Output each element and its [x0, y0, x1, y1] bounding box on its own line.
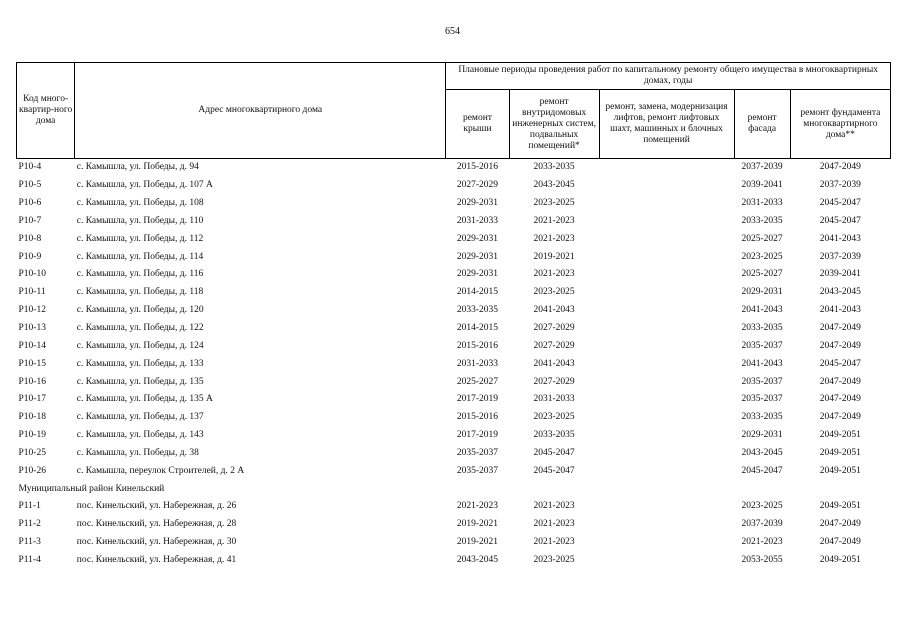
cell-facade: 2035-2037: [741, 376, 783, 387]
cell-roof: 2019-2021: [456, 519, 499, 530]
cell-facade: 2025-2027: [741, 269, 783, 280]
table-row: [17, 462, 891, 480]
cell-code: Р11-3: [18, 537, 41, 548]
cell-facade: 2037-2039: [741, 162, 783, 173]
cell-address: с. Камышла, ул. Победы, д. 114: [76, 251, 204, 262]
cell-lifts: [599, 391, 734, 409]
table-row: [17, 337, 891, 355]
section-title: Муниципальный район Кинельский: [18, 483, 165, 494]
cell-lifts: [599, 498, 734, 516]
table-row: [17, 498, 891, 516]
cell-code: Р10-8: [18, 233, 42, 244]
cell-address: с. Камышла, ул. Победы, д. 94: [76, 162, 199, 173]
cell-facade: 2033-2035: [741, 412, 783, 423]
cell-lifts: [599, 462, 734, 480]
cell-address: с. Камышла, ул. Победы, д. 135 А: [76, 394, 213, 405]
cell-engineering: 2023-2025: [533, 412, 575, 423]
cell-lifts: [599, 248, 734, 266]
cell-lifts: [599, 230, 734, 248]
cell-facade: 2041-2043: [741, 358, 783, 369]
cell-engineering: 2031-2033: [533, 394, 575, 405]
cell-engineering: 2021-2023: [533, 233, 575, 244]
cell-roof: 2027-2029: [456, 180, 499, 191]
table-row: [17, 284, 891, 302]
header-code: Код много-квартир-ного дома: [17, 63, 75, 159]
cell-lifts: [599, 427, 734, 445]
cell-code: Р10-5: [18, 180, 42, 191]
cell-facade: 2031-2033: [741, 198, 783, 209]
cell-engineering: 2033-2035: [533, 430, 575, 441]
cell-engineering: 2021-2023: [533, 269, 575, 280]
cell-roof: 2035-2037: [456, 465, 499, 476]
cell-code: Р11-4: [18, 554, 41, 565]
cell-roof: 2014-2015: [456, 287, 499, 298]
cell-engineering: 2027-2029: [533, 376, 575, 387]
table-row: [17, 427, 891, 445]
cell-address: с. Камышла, ул. Победы, д. 135: [76, 376, 204, 387]
cell-engineering: 2045-2047: [533, 465, 575, 476]
header-engineering: ремонт внутридомовых инженерных систем, подвальных помещений*: [509, 90, 599, 159]
cell-facade: 2039-2041: [741, 180, 783, 191]
cell-address: пос. Кинельский, ул. Набережная, д. 28: [76, 519, 237, 530]
cell-address: пос. Кинельский, ул. Набережная, д. 26: [76, 501, 237, 512]
cell-foundation: 2045-2047: [819, 198, 861, 209]
table-row: [17, 516, 891, 534]
table-header: [17, 63, 891, 159]
cell-facade: 2029-2031: [741, 430, 783, 441]
cell-roof: 2015-2016: [456, 412, 499, 423]
cell-foundation: 2037-2039: [819, 251, 861, 262]
header-address: Адрес многоквартирного дома: [75, 63, 446, 159]
cell-address: с. Камышла, ул. Победы, д. 118: [76, 287, 204, 298]
table-row: [17, 320, 891, 338]
header-periods: Плановые периоды проведения работ по капитальному ремонту общего имущества в многоквартирных домах, годы: [446, 63, 891, 90]
cell-foundation: 2049-2051: [819, 465, 861, 476]
cell-foundation: 2047-2049: [819, 162, 861, 173]
cell-roof: 2033-2035: [456, 305, 499, 316]
cell-foundation: 2047-2049: [819, 340, 861, 351]
cell-address: с. Камышла, ул. Победы, д. 38: [76, 447, 199, 458]
table-row: [17, 195, 891, 213]
table-row: [17, 159, 891, 177]
cell-code: Р10-15: [18, 358, 46, 369]
capital-repair-table: [16, 62, 891, 569]
table-row: [17, 391, 891, 409]
cell-engineering: 2021-2023: [533, 519, 575, 530]
table-row: [17, 373, 891, 391]
cell-engineering: 2041-2043: [533, 305, 575, 316]
cell-lifts: [599, 284, 734, 302]
cell-roof: 2015-2016: [456, 340, 499, 351]
cell-code: Р10-16: [18, 376, 46, 387]
cell-code: Р10-26: [18, 465, 46, 476]
cell-code: Р11-2: [18, 519, 41, 530]
cell-foundation: 2045-2047: [819, 215, 861, 226]
cell-lifts: [599, 213, 734, 231]
cell-engineering: 2019-2021: [533, 251, 575, 262]
cell-roof: 2029-2031: [456, 198, 499, 209]
cell-lifts: [599, 534, 734, 552]
cell-foundation: 2039-2041: [819, 269, 861, 280]
table-row: [17, 302, 891, 320]
cell-roof: 2029-2031: [456, 251, 499, 262]
cell-facade: 2025-2027: [741, 233, 783, 244]
cell-foundation: 2047-2049: [819, 537, 861, 548]
cell-foundation: 2049-2051: [819, 430, 861, 441]
cell-engineering: 2023-2025: [533, 554, 575, 565]
cell-engineering: 2033-2035: [533, 162, 575, 173]
table-row: [17, 230, 891, 248]
cell-lifts: [599, 320, 734, 338]
section-row: [17, 480, 891, 498]
cell-foundation: 2049-2051: [819, 501, 861, 512]
cell-roof: 2035-2037: [456, 447, 499, 458]
cell-code: Р10-10: [18, 269, 46, 280]
table-row: [17, 534, 891, 552]
table-body: [17, 159, 891, 570]
cell-code: Р10-12: [18, 305, 46, 316]
table-row: [17, 248, 891, 266]
table-row: [17, 266, 891, 284]
cell-engineering: 2023-2025: [533, 198, 575, 209]
cell-facade: 2043-2045: [741, 447, 783, 458]
cell-lifts: [599, 159, 734, 177]
table-row: [17, 177, 891, 195]
cell-lifts: [599, 337, 734, 355]
cell-code: Р10-18: [18, 412, 46, 423]
cell-facade: 2023-2025: [741, 251, 783, 262]
cell-facade: 2035-2037: [741, 394, 783, 405]
page-number: 654: [445, 26, 460, 37]
cell-address: с. Камышла, ул. Победы, д. 124: [76, 340, 204, 351]
cell-foundation: 2047-2049: [819, 394, 861, 405]
cell-address: с. Камышла, ул. Победы, д. 133: [76, 358, 204, 369]
cell-roof: 2029-2031: [456, 233, 499, 244]
cell-roof: 2015-2016: [456, 162, 499, 173]
cell-roof: 2029-2031: [456, 269, 499, 280]
cell-lifts: [599, 445, 734, 463]
cell-code: Р10-6: [18, 198, 42, 209]
cell-lifts: [599, 266, 734, 284]
cell-roof: 2014-2015: [456, 323, 499, 334]
header-lifts: ремонт, замена, модернизация лифтов, ремонт лифтовых шахт, машинных и блочных помещений: [599, 90, 734, 159]
cell-facade: 2045-2047: [741, 465, 783, 476]
cell-roof: 2019-2021: [456, 537, 499, 548]
cell-foundation: 2047-2049: [819, 519, 861, 530]
cell-facade: 2041-2043: [741, 305, 783, 316]
cell-code: Р10-13: [18, 323, 46, 334]
cell-address: пос. Кинельский, ул. Набережная, д. 30: [76, 537, 237, 548]
cell-engineering: 2041-2043: [533, 358, 575, 369]
cell-facade: 2033-2035: [741, 323, 783, 334]
cell-code: Р10-25: [18, 447, 46, 458]
cell-engineering: 2023-2025: [533, 287, 575, 298]
cell-foundation: 2041-2043: [819, 305, 861, 316]
cell-foundation: 2047-2049: [819, 323, 861, 334]
cell-code: Р10-19: [18, 430, 46, 441]
table-row: [17, 409, 891, 427]
cell-lifts: [599, 409, 734, 427]
cell-address: с. Камышла, ул. Победы, д. 112: [76, 233, 204, 244]
cell-lifts: [599, 302, 734, 320]
cell-facade: 2023-2025: [741, 501, 783, 512]
cell-foundation: 2043-2045: [819, 287, 861, 298]
cell-code: Р10-17: [18, 394, 46, 405]
cell-address: с. Камышла, ул. Победы, д. 143: [76, 430, 204, 441]
cell-roof: 2025-2027: [456, 376, 499, 387]
cell-address: с. Камышла, ул. Победы, д. 116: [76, 269, 204, 280]
cell-foundation: 2045-2047: [819, 358, 861, 369]
table-row: [17, 213, 891, 231]
cell-code: Р10-4: [18, 162, 42, 173]
cell-engineering: 2021-2023: [533, 215, 575, 226]
table-row: [17, 355, 891, 373]
cell-code: Р10-11: [18, 287, 46, 298]
cell-roof: 2017-2019: [456, 394, 499, 405]
cell-address: с. Камышла, ул. Победы, д. 108: [76, 198, 204, 209]
cell-address: с. Камышла, ул. Победы, д. 107 А: [76, 180, 213, 191]
cell-address: с. Камышла, ул. Победы, д. 137: [76, 412, 204, 423]
cell-address: пос. Кинельский, ул. Набережная, д. 41: [76, 554, 237, 565]
cell-facade: 2021-2023: [741, 537, 783, 548]
cell-lifts: [599, 552, 734, 570]
table-row: [17, 552, 891, 570]
table-row: [17, 445, 891, 463]
cell-address: с. Камышла, ул. Победы, д. 120: [76, 305, 204, 316]
cell-code: Р10-14: [18, 340, 46, 351]
cell-engineering: 2043-2045: [533, 180, 575, 191]
cell-roof: 2043-2045: [456, 554, 499, 565]
cell-foundation: 2047-2049: [819, 376, 861, 387]
cell-facade: 2035-2037: [741, 340, 783, 351]
cell-engineering: 2021-2023: [533, 501, 575, 512]
cell-foundation: 2037-2039: [819, 180, 861, 191]
cell-foundation: 2047-2049: [819, 412, 861, 423]
cell-address: с. Камышла, переулок Строителей, д. 2 А: [76, 465, 245, 476]
header-foundation: ремонт фундамента многоквартирного дома**: [790, 90, 890, 159]
cell-lifts: [599, 177, 734, 195]
cell-lifts: [599, 355, 734, 373]
cell-code: Р10-9: [18, 251, 42, 262]
cell-facade: 2033-2035: [741, 215, 783, 226]
cell-engineering: 2027-2029: [533, 323, 575, 334]
cell-address: с. Камышла, ул. Победы, д. 122: [76, 323, 204, 334]
cell-facade: 2029-2031: [741, 287, 783, 298]
cell-lifts: [599, 516, 734, 534]
header-roof: ремонт крыши: [446, 90, 509, 159]
cell-code: Р10-7: [18, 215, 42, 226]
cell-foundation: 2041-2043: [819, 233, 861, 244]
cell-engineering: 2027-2029: [533, 340, 575, 351]
cell-facade: 2037-2039: [741, 519, 783, 530]
cell-code: Р11-1: [18, 501, 41, 512]
cell-lifts: [599, 195, 734, 213]
cell-roof: 2021-2023: [456, 501, 499, 512]
header-facade: ремонт фасада: [734, 90, 790, 159]
cell-facade: 2053-2055: [741, 554, 783, 565]
cell-roof: 2031-2033: [456, 358, 499, 369]
cell-roof: 2017-2019: [456, 430, 499, 441]
cell-engineering: 2021-2023: [533, 537, 575, 548]
cell-foundation: 2049-2051: [819, 554, 861, 565]
cell-address: с. Камышла, ул. Победы, д. 110: [76, 215, 204, 226]
cell-roof: 2031-2033: [456, 215, 499, 226]
cell-engineering: 2045-2047: [533, 447, 575, 458]
cell-foundation: 2049-2051: [819, 447, 861, 458]
cell-lifts: [599, 373, 734, 391]
